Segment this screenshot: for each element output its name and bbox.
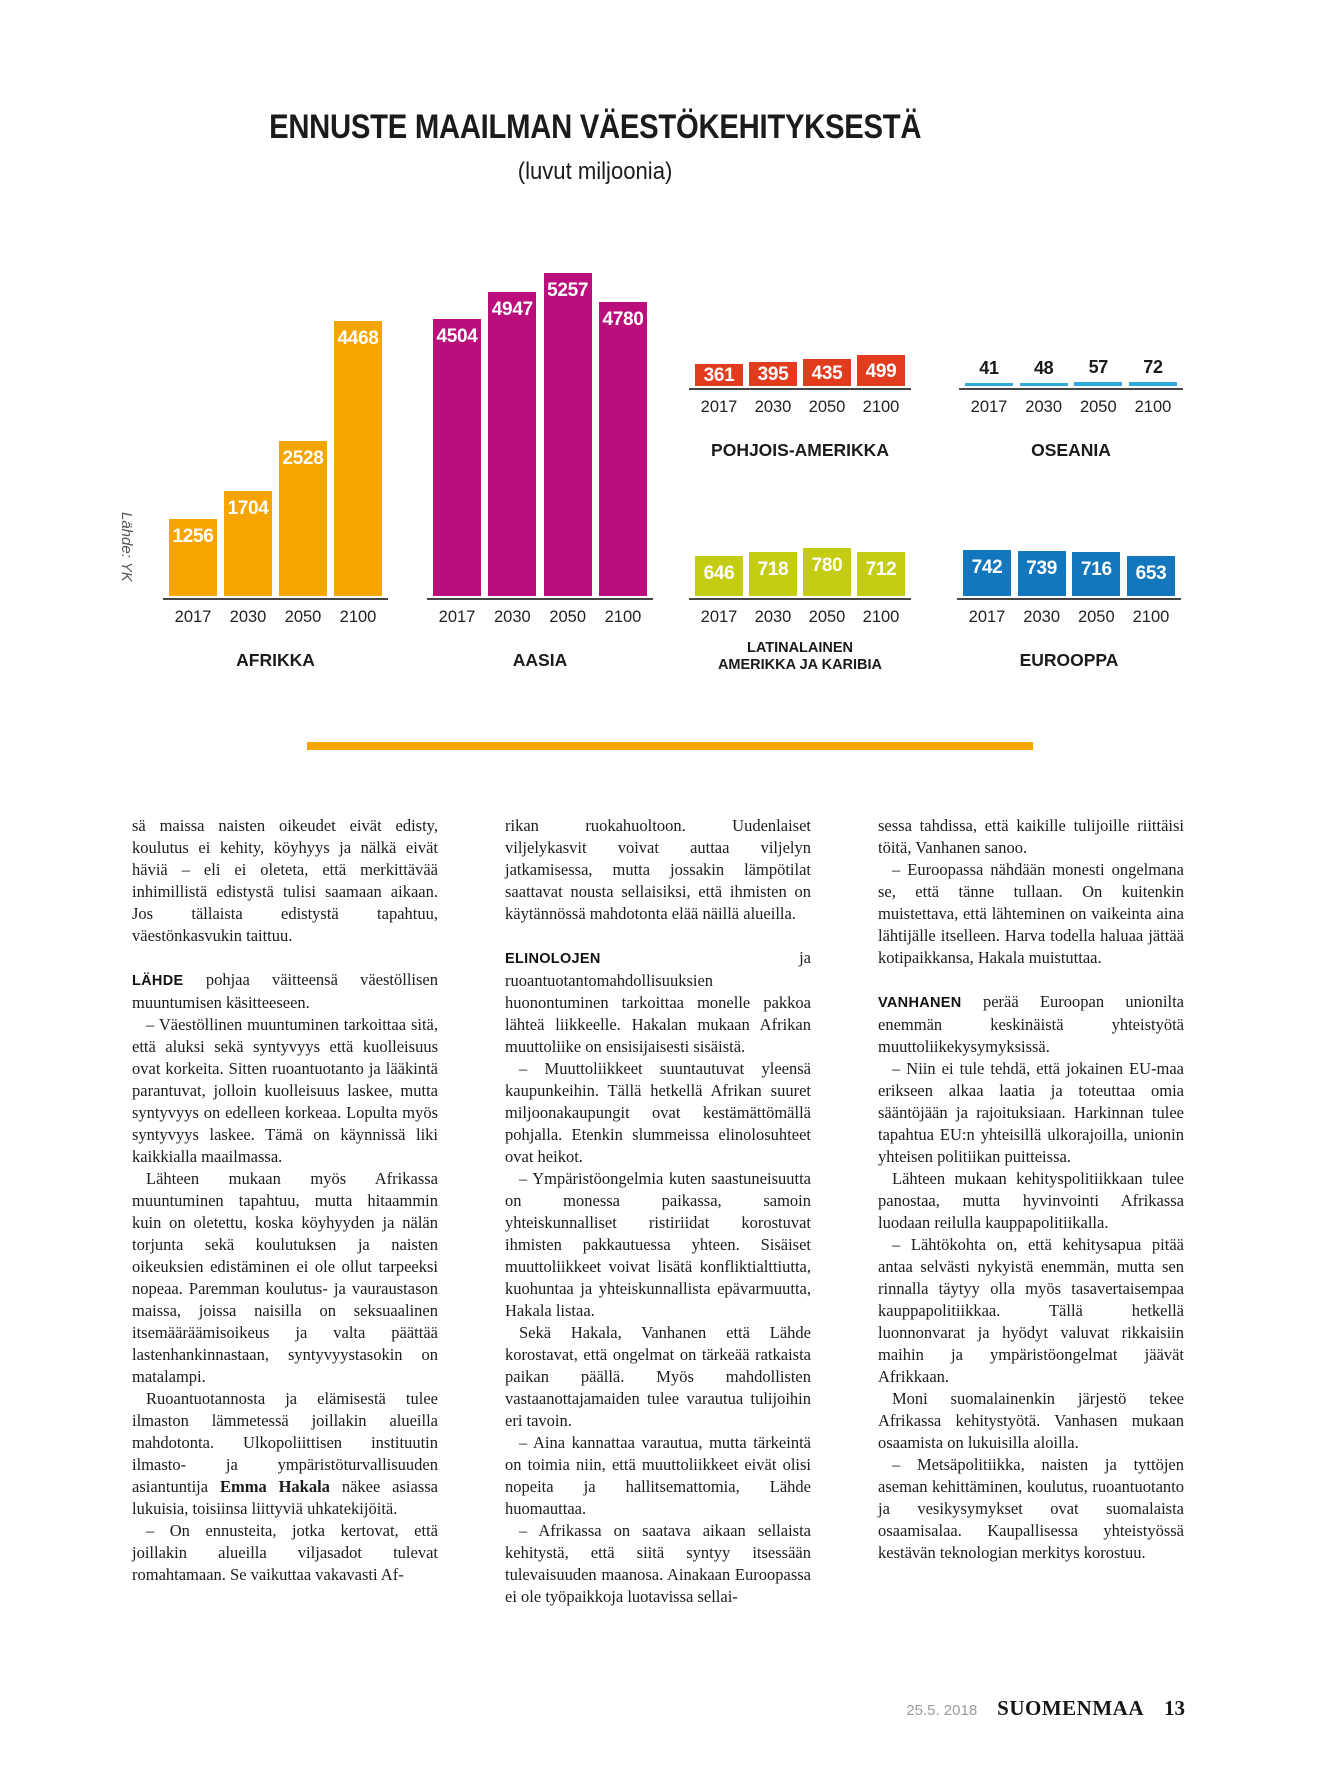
paragraph-lead-word: VANHANEN: [878, 995, 983, 1011]
bold-name: Emma Hakala: [219, 1477, 330, 1496]
article-paragraph: [132, 815, 438, 947]
paragraph-text: Lähteen mukaan kehityspolitiikkaan tulee panostaa, mutta hyvinvointi Afrikassa luodaan reilulla kauppapolitiikalla.: [878, 1169, 1184, 1232]
chart-region-label: [1020, 650, 1119, 671]
paragraph-text: rikan ruokahuoltoon. Uudenlaiset viljelykasvit voivat auttaa viljelyn jatkamisessa, mutta jossakin lämpötilat saattavat nousta sellaisiksi, että ihmisten on käytännössä mahdotonta elää näillä alueilla.: [505, 816, 811, 923]
bar-value-label: 57: [1088, 357, 1109, 377]
bars: [963, 550, 1175, 596]
bar-value-label: 48: [1033, 358, 1054, 378]
x-tick-label: 2100: [1132, 608, 1170, 626]
bar-2050: [544, 273, 592, 596]
article-paragraph: [878, 1388, 1184, 1454]
bar-2100: [1127, 556, 1175, 596]
bar-value-label: 4504: [436, 326, 478, 347]
x-tick-labels: [169, 608, 382, 627]
bar-value-label: 72: [1143, 357, 1163, 377]
chart-region-label-line: AMERIKKA JA KARIBIA: [717, 657, 883, 673]
paragraph-text: Moni suomalainenkin järjestö tekee Afrikassa kehitystyötä. Vanhasen mukaan osaamista on lukuisilla aloilla.: [878, 1389, 1184, 1452]
chart-region-label-line: OSEANIA: [1031, 440, 1111, 460]
x-tick-label: 2100: [339, 608, 377, 626]
article-paragraph: [132, 1388, 438, 1520]
x-tick-label: 2017: [970, 398, 1008, 416]
bar-value-label: 2528: [282, 448, 324, 469]
bar-value-label: 4468: [337, 328, 379, 349]
bar-2030: [488, 292, 536, 596]
paragraph-text: – Afrikassa on saatava aikaan sellaista kehitystä, että siitä syntyy itsessään tulevaisuuden maanosa. Ainakaan Euroopassa ei ole työpaikkoja luotavissa sellai-: [505, 1521, 811, 1606]
x-axis: [959, 388, 1183, 390]
bar-2030: [224, 491, 272, 596]
paragraph-text: sä maissa naisten oikeudet eivät edisty, koulutus ei kehity, köyhyys ja nälkä eivät häviä – eli ei oleteta, että merkittävää inhimillistä edistystä tulisi saamaan aikaan. Jos tällaista edistystä tapahtuu, väestönkasvukin taittuu.: [132, 816, 438, 945]
article-column-2: [505, 815, 811, 1608]
bar-value-label: 435: [811, 363, 843, 384]
x-tick-labels: [433, 608, 647, 627]
infographic-subtitle-text: (luvut miljoonia): [517, 158, 673, 185]
bar-value-label: 739: [1026, 558, 1058, 579]
x-tick-label: 2030: [1023, 608, 1061, 626]
article-paragraph: [505, 1520, 811, 1608]
bar-2030: [1018, 551, 1066, 596]
x-axis: [689, 388, 911, 390]
article-column-1: [132, 815, 438, 1608]
bar-value-label: 716: [1080, 559, 1112, 580]
chart-region-label-line: LATINALAINEN: [746, 640, 854, 656]
article-paragraph: [505, 815, 811, 925]
bar-value-label: 742: [971, 557, 1003, 578]
issue-date: 25.5. 2018: [906, 1702, 978, 1719]
bars: [695, 548, 905, 596]
paragraph-text: näkee asiassa lukuisia, toisiinsa liittyviä uhkatekijöitä.: [132, 1477, 438, 1518]
chart-source-note: Lähde: YK: [118, 512, 135, 582]
page-footer: [906, 1696, 1185, 1721]
bar-value-label: 41: [979, 358, 999, 378]
bar-value-label: 780: [811, 555, 843, 576]
paragraph-text: – Muuttoliikkeet suuntautuvat yleensä kaupunkeihin. Tällä hetkellä Afrikan suuret miljoonakaupungit ovat kestämättömällä pohjalla. Etenkin slummeissa elinolosuhteet ovat heikot.: [505, 1059, 811, 1166]
bar-2017: [433, 319, 481, 596]
x-axis: [689, 598, 911, 600]
bar-2017: [965, 358, 1013, 386]
x-tick-label: 2100: [862, 608, 900, 626]
x-tick-label: 2050: [808, 398, 846, 416]
bars: [433, 273, 647, 596]
bar-2050: [279, 441, 327, 596]
infographic-title-text: ENNUSTE MAAILMAN VÄESTÖKEHITYKSESTÄ: [268, 108, 922, 146]
paragraph-text: – On ennusteita, jotka kertovat, että joillakin alueilla viljasadot tulevat romahtamaan. Se vaikuttaa vakavasti Af-: [132, 1521, 438, 1584]
bar-2030: [1020, 358, 1068, 386]
paragraph-lead-word: LÄHDE: [132, 973, 206, 989]
bar-2050: [803, 548, 851, 596]
paragraph-text: – Lähtökohta on, että kehitysapua pitää antaa selvästi nykyistä enemmän, mutta sen rinnalla täytyy olla myös tasavertaisempaa kauppapolitiikkaa. Tällä hetkellä luonnonvarat ja hyödyt valuvat rikkaisiin maihin ja ympäristöongelmat jäävät Afrikkaan.: [878, 1235, 1184, 1386]
x-tick-label: 2100: [862, 398, 900, 416]
x-tick-labels: [963, 608, 1175, 627]
x-tick-label: 2030: [1025, 398, 1063, 416]
x-tick-label: 2100: [604, 608, 642, 626]
x-tick-label: 2030: [754, 608, 792, 626]
x-tick-labels: [695, 398, 905, 417]
chart-region-label: [1031, 440, 1111, 461]
x-tick-label: 2030: [493, 608, 531, 626]
infographic-title: [0, 108, 1190, 147]
x-tick-label: 2017: [174, 608, 212, 626]
x-axis: [427, 598, 653, 600]
paragraph-lead-word: ELINOLOJEN: [505, 951, 800, 967]
x-tick-label: 2017: [700, 398, 738, 416]
x-tick-label: 2017: [438, 608, 476, 626]
bar-2017: [169, 519, 217, 596]
bar-2017: [695, 364, 743, 386]
bar-2017: [695, 556, 743, 596]
article-paragraph: [132, 1520, 438, 1586]
paragraph-text: perää Euroopan unionilta enemmän keskinäistä yhteistyötä muuttoliikekysymyksissä.: [878, 992, 1185, 1056]
bar-value-label: 5257: [547, 280, 589, 301]
chart-region-label-line: POHJOIS-AMERIKKA: [711, 440, 889, 460]
bar-value-label: 395: [757, 364, 789, 385]
paragraph-text: Ruoantuotannosta ja elämisestä tulee ilmaston lämmetessä joillakin alueilla mahdotonta. Ulkopoliittisen instituutin ilmasto- ja ympäristöturvallisuuden asiantuntija: [132, 1389, 438, 1496]
x-tick-label: 2050: [808, 608, 846, 626]
paragraph-text: – Aina kannattaa varautua, mutta tärkeintä on toimia niin, että muuttoliikkeet eivät olisi nopeita ja hallitsemattomia, Lähde huomauttaa.: [505, 1433, 811, 1518]
x-tick-label: 2050: [284, 608, 322, 626]
paragraph-text: – Ympäristöongelmia kuten saastuneisuutta on monessa paikassa, samoin yhteiskunnalliset ristiriidat korostuvat ihmisten pakkautuessa yhteen. Sisäiset muuttoliikkeet voivat lisätä konfliktialttiutta, kuohuntaa ja yhteiskunnallista epävarmuutta, Hakala listaa.: [505, 1169, 811, 1320]
article-paragraph: [505, 947, 811, 1058]
x-tick-labels: [965, 398, 1177, 417]
bar-value-label: 361: [703, 365, 735, 386]
article-paragraph: [878, 1168, 1184, 1234]
bar-value-label: 712: [865, 559, 897, 580]
chart-region-label-line: EUROOPPA: [1019, 650, 1119, 670]
bar-2100: [857, 552, 905, 596]
bar-2050: [803, 359, 851, 386]
bar-value-label: 718: [757, 559, 789, 580]
bar-2100: [857, 355, 905, 386]
paragraph-text: Sekä Hakala, Vanhanen että Lähde korostavat, että ongelmat on tärkeää ratkaista paikan päällä. Myös mahdollisten vastaanottajamaiden tulee varautua tulijoihin eri tavoin.: [505, 1323, 811, 1430]
article-paragraph: [132, 1014, 438, 1168]
x-axis: [163, 598, 388, 600]
x-tick-labels: [695, 608, 905, 627]
bar-value-label: 1256: [172, 526, 214, 547]
article-paragraph: [505, 1322, 811, 1432]
bar-2100: [1129, 357, 1177, 386]
bar-2030: [749, 362, 797, 386]
article-paragraph: [505, 1432, 811, 1520]
paragraph-text: – Väestöllinen muuntuminen tarkoittaa sitä, että aluksi sekä syntyvyys että kuolleisuus ovat korkeita. Sitten ruoantuotanto ja lääkintä parantuvat, jolloin kuolleisuus laskee, mutta syntyvyys on edelleen korkeaa. Lopulta myös syntyvyys laskee. Tämä on käynnissä liki kaikkialla maailmassa.: [132, 1015, 438, 1166]
chart-region-label-line: AFRIKKA: [236, 650, 315, 670]
x-tick-label: 2017: [968, 608, 1006, 626]
chart-region-label: [513, 650, 567, 671]
article-paragraph: [505, 1058, 811, 1168]
x-tick-label: 2050: [1077, 608, 1115, 626]
article-paragraph: [878, 815, 1184, 859]
bar-value-label: 499: [865, 361, 897, 382]
bar-2100: [599, 302, 647, 596]
article-column-3: [878, 815, 1184, 1608]
paragraph-text: Lähteen mukaan myös Afrikassa muuntuminen tapahtuu, mutta hitaammin kuin on oletettu, koska köyhyyden ja nälän torjunta sekä koulutuksen ja naisten oikeuksien edistäminen ei ole ollut tarpeeksi nopeaa. Paremman koulutus- ja vauraustason maissa, joissa naisilla on seksuaalinen itsemääräämisoikeus ja valta päättää lastenhankinnastaan, syntyvyystasokin on matalampi.: [132, 1169, 438, 1386]
chart-region-label: [711, 440, 889, 461]
bar-2100: [334, 321, 382, 596]
chart-region-label: [718, 640, 882, 674]
chart-region-label-line: AASIA: [512, 650, 568, 670]
x-tick-label: 2017: [700, 608, 738, 626]
bar-2050: [1072, 552, 1120, 596]
x-tick-label: 2100: [1134, 398, 1172, 416]
article-paragraph: [878, 1058, 1184, 1168]
x-tick-label: 2050: [1079, 398, 1117, 416]
bar-value-label: 4947: [491, 299, 533, 320]
paragraph-text: ja ruoantuotantomahdollisuuksien huonontuminen tarkoittaa monelle pakkoa lähteä liikkeelle. Hakalan mukaan Afrikan muuttoliike on ensisijaisesti sisäistä.: [505, 948, 811, 1056]
paragraph-text: – Euroopassa nähdään monesti ongelmana se, että tänne tullaan. On kuitenkin muistettava, että lähteminen on vaikeinta aina lähtijälle itselleen. Harva todella haluaa jättää kotipaikkansa, Hakala muistuttaa.: [878, 860, 1184, 967]
bar-value-label: 4780: [602, 309, 644, 330]
bars: [965, 357, 1177, 386]
article-paragraph: [878, 859, 1184, 969]
bar-2030: [749, 552, 797, 596]
x-tick-label: 2030: [754, 398, 792, 416]
x-tick-label: 2030: [229, 608, 267, 626]
bar-2050: [1074, 357, 1122, 386]
infographic-subtitle: [0, 158, 1190, 186]
chart-region-label: [236, 650, 315, 671]
article-body: [132, 815, 1184, 1608]
bar-value-label: 653: [1135, 563, 1167, 584]
bar-2017: [963, 550, 1011, 596]
bars: [695, 355, 905, 386]
article-paragraph: [878, 1234, 1184, 1388]
paragraph-text: pohjaa väitteensä väestöllisen muuntumisen käsitteeseen.: [132, 970, 438, 1012]
bar-value-label: 646: [703, 563, 735, 584]
x-tick-label: 2050: [549, 608, 587, 626]
article-paragraph: [878, 1454, 1184, 1564]
page-number: 13: [1164, 1696, 1185, 1720]
x-axis: [957, 598, 1181, 600]
paragraph-text: – Niin ei tule tehdä, että jokainen EU-maa erikseen alkaa laatia ja toteuttaa omia sääntöjään ja rajoituksiaan. Harkinnan tulee tapahtua EU:n yhteisillä ulkorajoilla, unionin yhteisen politiikan puitteissa.: [878, 1059, 1184, 1166]
article-paragraph: [132, 969, 438, 1014]
paragraph-text: – Metsäpolitiikka, naisten ja tyttöjen aseman kehittäminen, koulutus, ruoantuotanto ja vesikysymykset ovat suomalaista osaamisalaa. Kaupallisessa yhteistyössä kestävän teknologian merkitys korostuu.: [878, 1455, 1184, 1562]
bar-value-label: 1704: [227, 498, 269, 519]
bars: [169, 321, 382, 596]
section-divider-rule: [307, 742, 1033, 750]
article-paragraph: [132, 1168, 438, 1388]
article-paragraph: [505, 1168, 811, 1322]
paragraph-text: sessa tahdissa, että kaikille tulijoille riittäisi töitä, Vanhanen sanoo.: [878, 816, 1184, 857]
article-paragraph: [878, 991, 1184, 1058]
publication-name: SUOMENMAA: [997, 1696, 1144, 1720]
